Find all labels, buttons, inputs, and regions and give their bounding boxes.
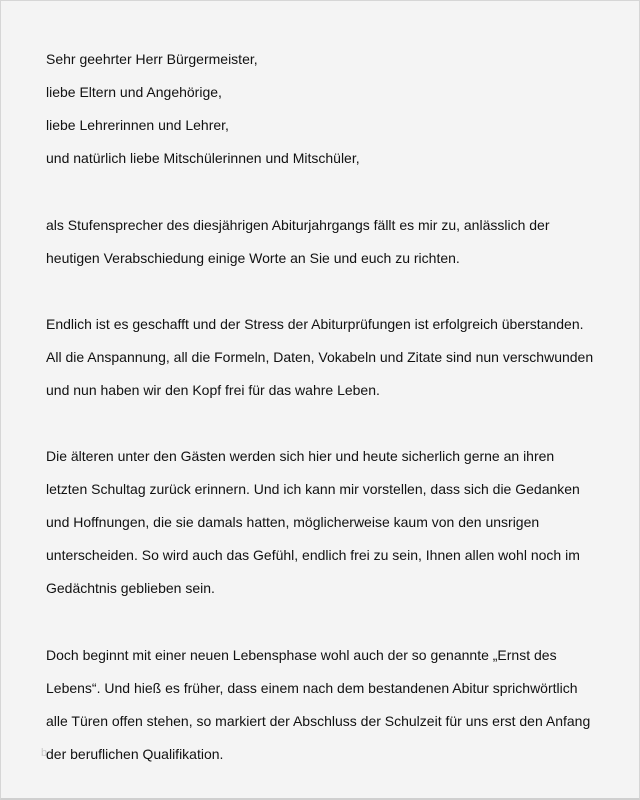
paragraph-line: heutigen Verabschiedung einige Worte an Sie und euch zu richten. <box>46 250 460 266</box>
salutation-line: und natürlich liebe Mitschülerinnen und Mitschüler, <box>46 150 360 166</box>
paragraph-line: Gedächtnis geblieben sein. <box>46 580 215 596</box>
paragraph-line: All die Anspannung, all die Formeln, Daten, Vokabeln und Zitate sind nun verschwunden <box>46 349 594 365</box>
paragraph-line: Endlich ist es geschafft und der Stress der Abiturprüfungen ist erfolgreich überstanden. <box>46 316 584 332</box>
paragraph-line: alle Türen offen stehen, so markiert der Abschluss der Schulzeit für uns erst den Anfang <box>46 713 591 729</box>
salutation-line: liebe Lehrerinnen und Lehrer, <box>46 117 229 133</box>
paragraph-line: und nun haben wir den Kopf frei für das wahre Leben. <box>46 382 380 398</box>
paragraph-line: Doch beginnt mit einer neuen Lebensphase wohl auch der so genannte „Ernst des <box>46 647 557 663</box>
paragraph-line: letzten Schultag zurück erinnern. Und ich kann mir vorstellen, dass sich die Gedanken <box>46 481 580 497</box>
paragraph-line: Lebens“. Und hieß es früher, dass einem nach dem bestandenen Abitur sprichwörtlich <box>46 680 578 696</box>
paragraph-line: der beruflichen Qualifikation. <box>46 746 224 762</box>
paragraph-line: unterscheiden. So wird auch das Gefühl, endlich frei zu sein, Ihnen allen wohl noch im <box>46 547 580 563</box>
watermark: b <box>41 747 48 759</box>
salutation-line: liebe Eltern und Angehörige, <box>46 84 222 100</box>
salutation-line: Sehr geehrter Herr Bürgermeister, <box>46 51 258 67</box>
paragraph-line: und Hoffnungen, die sie damals hatten, möglicherweise kaum von den unsrigen <box>46 514 540 530</box>
paragraph-line: als Stufensprecher des diesjährigen Abiturjahrgangs fällt es mir zu, anlässlich der <box>46 217 550 233</box>
paragraph-line: Die älteren unter den Gästen werden sich hier und heute sicherlich gerne an ihren <box>46 448 555 464</box>
